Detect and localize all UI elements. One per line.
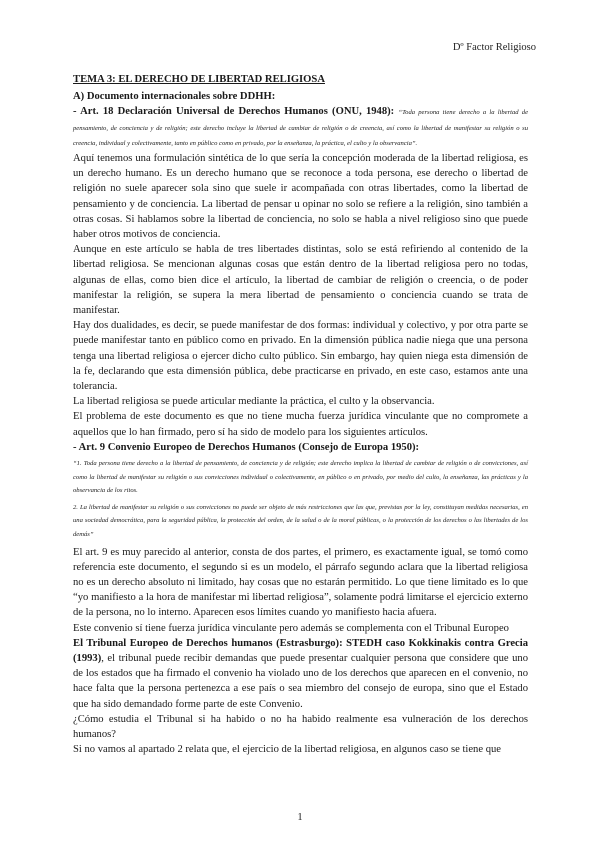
paragraph: Este convenio sí tiene fuerza jurídica vinculante pero además se complementa con el Tribunal Europeo — [73, 622, 509, 634]
paragraph: La libertad religiosa se puede articular mediante la práctica, el culto y la observancia. — [73, 396, 435, 408]
tribunal-block — [73, 636, 528, 712]
art9-quote-1: “1. Toda persona tiene derecho a la libertad de pensamiento, de conciencia y de religión; este derecho implica la libertad de cambiar de religión o de convicciones, así como la libertad de manifestar su religión o sus convicciones individual o colectivamente, en público o en privado, por medio del culto, la enseñanza, las prácticas y la observancia de los ritos. — [73, 459, 528, 495]
paragraph: Aquí tenemos una formulación sintética de lo que sería la concepción moderada de la libertad religiosa, es un derecho humano. Es un derecho humano que se reconoce a toda persona, ese derecho o libertad de religión no suele aparecer sola sino que suele ir acompañada con otras libertades, como la libertad de pensamiento y de conciencia. La libertad de pensar u opinar no solo se refiere a la religión, sino también a otras cosas. Si hablamos sobre la libertad de conciencia, no solo se habla a nivel religioso sino que puede haber otros motivos de conciencia. — [73, 152, 528, 240]
art18-heading: - Art. 18 Declaración Universal de Derechos Humanos (ONU, 1948): — [73, 106, 395, 118]
document-title: TEMA 3: EL DERECHO DE LIBERTAD RELIGIOSA — [73, 74, 325, 85]
tribunal-text: , el tribunal puede recibir demandas que puede presentar cualquier persona que considere que uno de los estados que ha firmado el convenio ha violado uno de los derechos que aparecen en el convenio, no hace falta que la persona pertenezca a ese país o sea miembro del consejo de europa, sino que el Estado que ha sido demandado forme parte de este Convenio. — [73, 652, 528, 710]
document-body — [73, 72, 528, 757]
paragraph: El art. 9 es muy parecido al anterior, consta de dos partes, el primero, es exactamente igual, se tomó como referencia este documento, el segundo si es un modelo, el párrafo segundo aclara que la libertad religiosa no es un derecho absoluto ni limitado, hay cosas que no estarán permitido. Lo que tiene limitado es lo que “yo manifiesto a la hora de manifestar mi libertad religiosa”, solamente podrá limitarse el ejercicio externo de la persona, no lo interno. Aparecen esos límites cuando yo manifiesto hacia afuera. — [73, 546, 528, 619]
art9-heading: - Art. 9 Convenio Europeo de Derechos Humanos (Consejo de Europa 1950): — [73, 441, 420, 453]
art9-quote-2: 2. La libertad de manifestar su religión o sus convicciones no puede ser objeto de más restricciones que las que, previstas por la ley, constituyan medidas necesarias, en una sociedad democrática, para la seguridad pública, la protección del orden, de la salud o de la moral públicas, o la protección de los derechos o las libertades de los demás” — [73, 503, 528, 538]
paragraph: ¿Cómo estudia el Tribunal si ha habido o no ha habido realmente esa vulneración de los derechos humanos? — [73, 713, 528, 740]
art18-quote: “Toda persona tiene derecho a la libertad de pensamiento, de conciencia y de religión; este derecho incluye la libertad de cambiar de religión o de creencia, así como la libertad de manifestar su religión o su creencia, individual y colectivamente, tanto en público como en privado, por la enseñanza, la práctica, el culto y la observancia”. — [73, 109, 528, 148]
paragraph: Hay dos dualidades, es decir, se puede manifestar de dos formas: individual y colectivo, y por otra parte se puede manifestar tanto en público como en privado. En la dimensión pública nadie niega que una persona tenga una libertad religiosa o ejercer dicho culto público. Sin embargo, hay quien niega esta dimensión de la fe, declarando que esta dimensión pública, debe practicarse en privado, en este caso, estamos ante una tolerancia. — [73, 320, 528, 392]
paragraph: El problema de este documento es que no tiene mucha fuerza jurídica vinculante que no compromete a aquellos que lo han firmado, pero sí ha sido de modelo para los siguientes artículos. — [73, 411, 528, 438]
paragraph: Si no vamos al apartado 2 relata que, el ejercicio de la libertad religiosa, en algunos caso se tiene que — [73, 744, 502, 756]
art18-block — [73, 104, 528, 151]
tribunal-heading: El Tribunal Europeo de Derechos humanos (Estrasburgo): STEDH caso Kokkinakis contra Grecia (1993) — [73, 637, 528, 664]
paragraph: Aunque en este artículo se habla de tres libertades distintas, solo se está refiriendo al contenido de la libertad religiosa. Se mencionan algunas cosas que están dentro de la libertad religiosa pero no todas, algunas de ellas, como bien dice el artículo, la libertad de cambiar de religión o creencia, o de poder manifestar la religión, se supera la mera libertad de pensamiento o conciencia cuando se trata de manifestar. — [73, 244, 528, 316]
page-number: 1 — [297, 812, 303, 823]
section-a-heading: A) Documento internacionales sobre DDHH: — [73, 91, 276, 103]
page-header: Dº Factor Religioso — [452, 42, 536, 53]
